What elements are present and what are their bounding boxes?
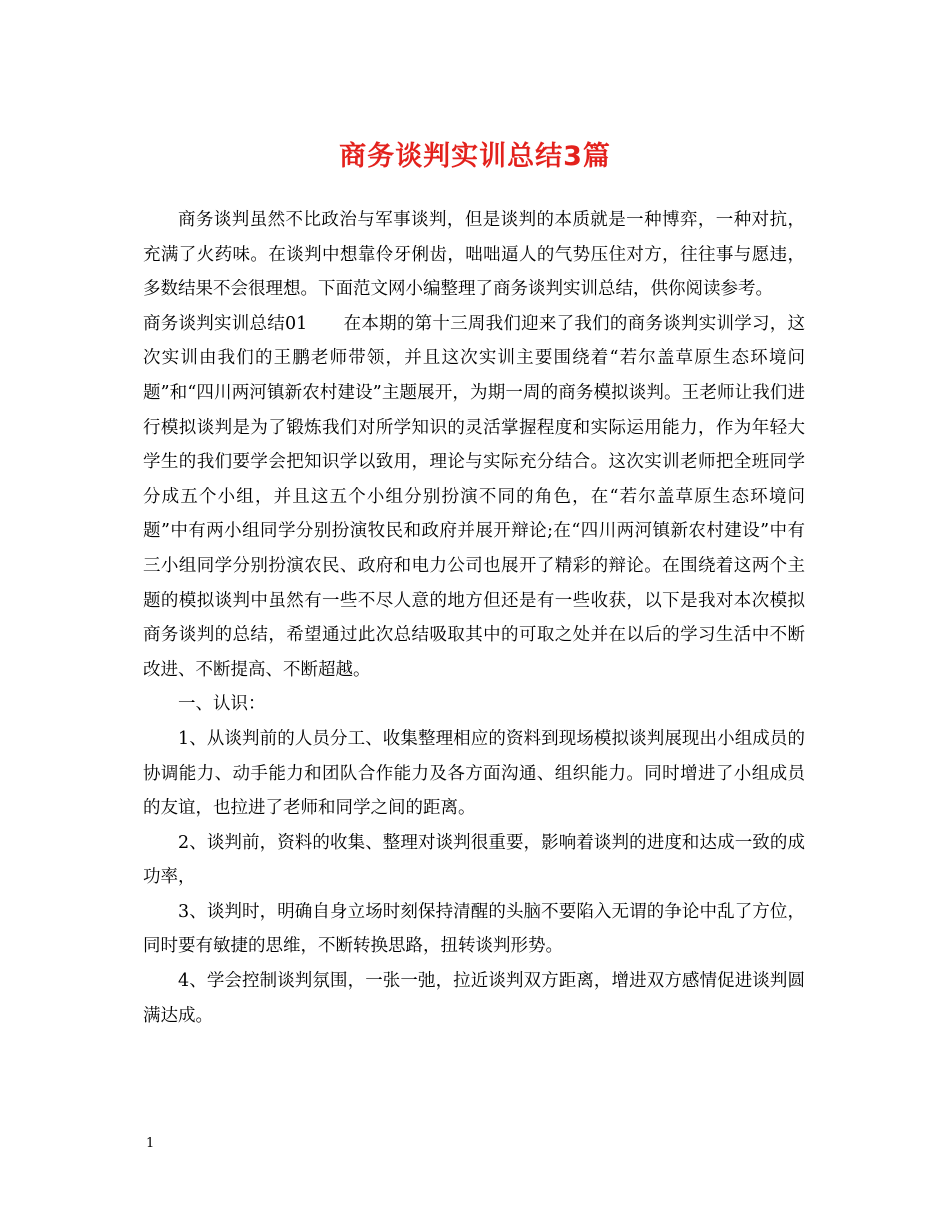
intro-paragraph: 商务谈判虽然不比政治与军事谈判，但是谈判的本质就是一种博弈，一种对抗，充满了火药味。在谈判中想靠伶牙俐齿，咄咄逼人的气势压住对方，往往事与愿违，多数结果不会很理想。下面范文网小编整理了商务谈判实训总结，供你阅读参考。 — [143, 210, 805, 300]
point-item: 2、谈判前，资料的收集、整理对谈判很重要，影响着谈判的进度和达成一致的成功率， — [143, 832, 805, 888]
section-body: 在本期的第十三周我们迎来了我们的商务谈判实训学习，这次实训由我们的王鹏老师带领，并且这次实训主要围绕着“若尔盖草原生态环境问题”和“四川两河镇新农村建设”主题展开，为期一周的商务模拟谈判。王老师让我们进行模拟谈判是为了锻炼我们对所学知识的灵活掌握程度和实际运用能力，作为年轻大学生的我们要学会把知识学以致用，理论与实际充分结合。这次实训老师把全班同学分成五个小组，并且这五个小组分别扮演不同的角色，在“若尔盖草原生态环境问题”中有两小组同学分别扮演牧民和政府并展开辩论;在“四川两河镇新农村建设”中有三小组同学分别扮演农民、政府和电力公司也展开了精彩的辩论。在围绕着这两个主题的模拟谈判中虽然有一些不尽人意的地方但还是有一些收获，以下是我对本次模拟商务谈判的总结，希望通过此次总结吸取其中的可取之处并在以后的学习生活中不断改进、不断提高、不断超越。 — [143, 313, 805, 680]
page-number: 1 — [146, 1136, 155, 1151]
document-body — [143, 203, 805, 1033]
section-heading: 商务谈判实训总结01 — [143, 313, 308, 334]
document-title: 商务谈判实训总结3篇 — [339, 141, 611, 172]
point-item: 3、谈判时，明确自身立场时刻保持清醒的头脑不要陷入无谓的争论中乱了方位，同时要有敏捷的思维，不断转换思路，扭转谈判形势。 — [143, 901, 805, 957]
subheading: 一、认识： — [178, 694, 266, 715]
point-item: 4、学会控制谈判氛围，一张一弛，拉近谈判双方距离，增进双方感情促进谈判圆满达成。 — [143, 971, 805, 1026]
section-paragraph — [143, 307, 805, 688]
point-item: 1、从谈判前的人员分工、收集整理相应的资料到现场模拟谈判展现出小组成员的协调能力、动手能力和团队合作能力及各方面沟通、组织能力。同时增进了小组成员的友谊，也拉进了老师和同学之间的距离。 — [143, 728, 805, 819]
